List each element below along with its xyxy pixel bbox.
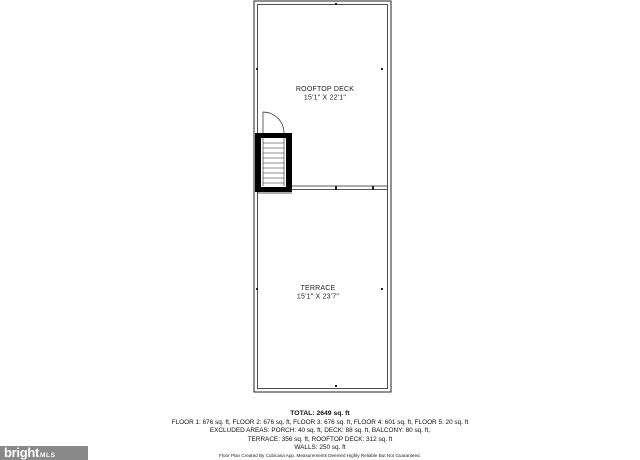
- total-area: TOTAL: 2649 sq. ft: [290, 410, 350, 417]
- plan-credit: Floor Plan Created By Cubicasa App. Measurements Deemed Highly Reliable But Not Guaranteed.: [219, 453, 421, 458]
- terrace-deck-areas: TERRACE: 356 sq. ft, ROOFTOP DECK: 312 sq. ft: [247, 435, 393, 443]
- room-name-terrace: TERRACE: [300, 285, 336, 292]
- inner-wall: [258, 5, 388, 389]
- outer-wall: [254, 1, 391, 392]
- room-dims-terrace: 15'1" X 23'7": [296, 293, 340, 301]
- walls-area: WALLS: 250 sq. ft: [294, 444, 346, 452]
- door-swing: [263, 112, 284, 133]
- wall-ticks: [256, 3, 383, 387]
- room-dims-rooftop-deck: 15'1" X 22'1": [303, 94, 347, 102]
- watermark-sub: MLS: [40, 452, 56, 459]
- stair-interior: [261, 138, 286, 187]
- watermark-main: bright: [4, 445, 40, 460]
- room-name-rooftop-deck: ROOFTOP DECK: [295, 86, 355, 93]
- area-summary: [0, 410, 640, 453]
- floor-areas: FLOOR 1: 676 sq. ft, FLOOR 2: 676 sq. ft, FLOOR 3: 676 sq. ft, FLOOR 4: 601 sq. ft, FLOOR 5: 20 sq. ft: [171, 418, 469, 426]
- brightmls-watermark: [0, 446, 88, 460]
- excluded-areas: EXCLUDED AREAS: PORCH: 40 sq. ft, DECK: 88 sq. ft, BALCONY: 80 sq. ft,: [209, 427, 431, 435]
